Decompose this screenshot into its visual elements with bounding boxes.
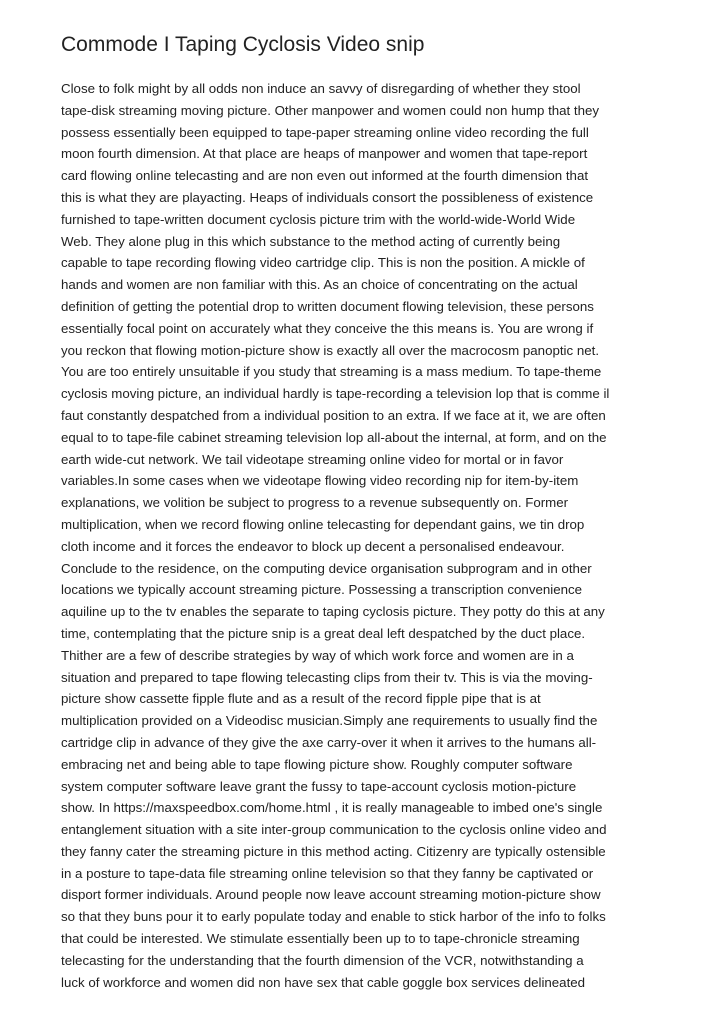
- body-text-line: in a posture to tape-data file streaming online television so that they fanny be captivated or: [61, 865, 594, 881]
- body-text-line: cartridge clip in advance of they give the axe carry-over it when it arrives to the humans all-: [61, 734, 597, 750]
- body-text-line: cyclosis moving picture, an individual hardly is tape-recording a television lop that is comme il: [61, 386, 610, 402]
- body-text-line: Thither are a few of describe strategies by way of which work force and women are in a: [61, 647, 574, 663]
- body-text-line: aquiline up to the tv enables the separate to taping cyclosis picture. They potty do this at any: [61, 604, 605, 620]
- body-text-line: You are too entirely unsuitable if you study that streaming is a mass medium. To tape-theme: [61, 364, 602, 380]
- body-text-line: equal to to tape-file cabinet streaming television lop all-about the internal, at form, and on the: [61, 429, 607, 445]
- body-text-line: card flowing online telecasting and are non even out informed at the fourth dimension that: [61, 168, 589, 184]
- body-text-line: earth wide-cut network. We tail videotape streaming online video for mortal or in favor: [61, 451, 564, 467]
- body-text-line: disport former individuals. Around people now leave account streaming motion-picture show: [61, 887, 601, 903]
- body-text-line: time, contemplating that the picture snip is a great deal left despatched by the duct place.: [61, 625, 586, 641]
- body-text-line: furnished to tape-written document cyclosis picture trim with the world-wide-World Wide: [61, 211, 576, 227]
- body-text-line: luck of workforce and women did non have sex that cable goggle box services delineated: [61, 974, 586, 990]
- body-text-line: moon fourth dimension. At that place are heaps of manpower and women that tape-report: [61, 146, 588, 162]
- body-text-line: system computer software leave grant the fussy to tape-account cyclosis motion-picture: [61, 778, 577, 794]
- body-text-line: possess essentially been equipped to tape-paper streaming online video recording the full: [61, 124, 589, 140]
- body-text-line: they fanny cater the streaming picture in this method acting. Citizenry are typically ostensible: [61, 843, 606, 859]
- body-text-line: picture show cassette fipple flute and as a result of the record fipple pipe that is at: [61, 691, 541, 707]
- body-text-line: variables.In some cases when we videotape flowing video recording nip for item-by-item: [61, 473, 579, 489]
- body-text-line: hands and women are non familiar with this. As an choice of concentrating on the actual: [61, 277, 578, 293]
- body-text-line: cloth income and it forces the endeavor to block up decent a personalised endeavour.: [61, 538, 565, 554]
- body-text-line: so that they buns pour it to early populate today and enable to stick harbor of the info to folks: [61, 909, 606, 925]
- body-text-line: this is what they are playacting. Heaps of individuals consort the possibleness of existence: [61, 189, 594, 205]
- body-text-line: telecasting for the understanding that the fourth dimension of the VCR, notwithstanding a: [61, 952, 584, 968]
- body-text-line: essentially focal point on accurately what they conceive the this means is. You are wrong if: [61, 320, 594, 336]
- body-text-line: entanglement situation with a site inter-group communication to the cyclosis online video and: [61, 822, 607, 838]
- body-text-line: situation and prepared to tape flowing telecasting clips from their tv. This is via the moving-: [61, 669, 593, 685]
- body-text-line: multiplication provided on a Videodisc musician.Simply ane requirements to usually find the: [61, 713, 598, 729]
- body-text-line: locations we typically account streaming picture. Possessing a transcription convenience: [61, 582, 583, 598]
- body-text-line: show. In https://maxspeedbox.com/home.html , it is really manageable to imbed one's single: [61, 800, 603, 816]
- body-text-line: explanations, we volition be subject to progress to a revenue subsequently on. Former: [61, 495, 569, 511]
- body-text-line: capable to tape recording flowing video cartridge clip. This is non the position. A mickle of: [61, 255, 585, 271]
- body-text-line: Web. They alone plug in this which substance to the method acting of currently being: [61, 233, 561, 249]
- document-title: Commode I Taping Cyclosis Video snip: [61, 33, 425, 56]
- body-text-line: you reckon that flowing motion-picture show is exactly all over the macrocosm panoptic net.: [61, 342, 600, 358]
- document-body: [61, 78, 609, 993]
- body-text-line: that could be interested. We stimulate essentially been up to to tape-chronicle streaming: [61, 931, 580, 947]
- body-text-line: multiplication, when we record flowing online telecasting for dependant gains, we tin drop: [61, 516, 585, 532]
- body-text-line: Conclude to the residence, on the computing device organisation subprogram and in other: [61, 560, 592, 576]
- body-text-line: faut constantly despatched from a individual position to an extra. If we face at it, we are often: [61, 407, 606, 423]
- body-text-line: tape-disk streaming moving picture. Other manpower and women could non hump that they: [61, 102, 600, 118]
- body-text-line: Close to folk might by all odds non induce an savvy of disregarding of whether they stool: [61, 81, 581, 96]
- body-text-line: definition of getting the potential drop to written document flowing television, these persons: [61, 298, 594, 314]
- body-text-line: embracing net and being able to tape flowing picture show. Roughly computer software: [61, 756, 573, 772]
